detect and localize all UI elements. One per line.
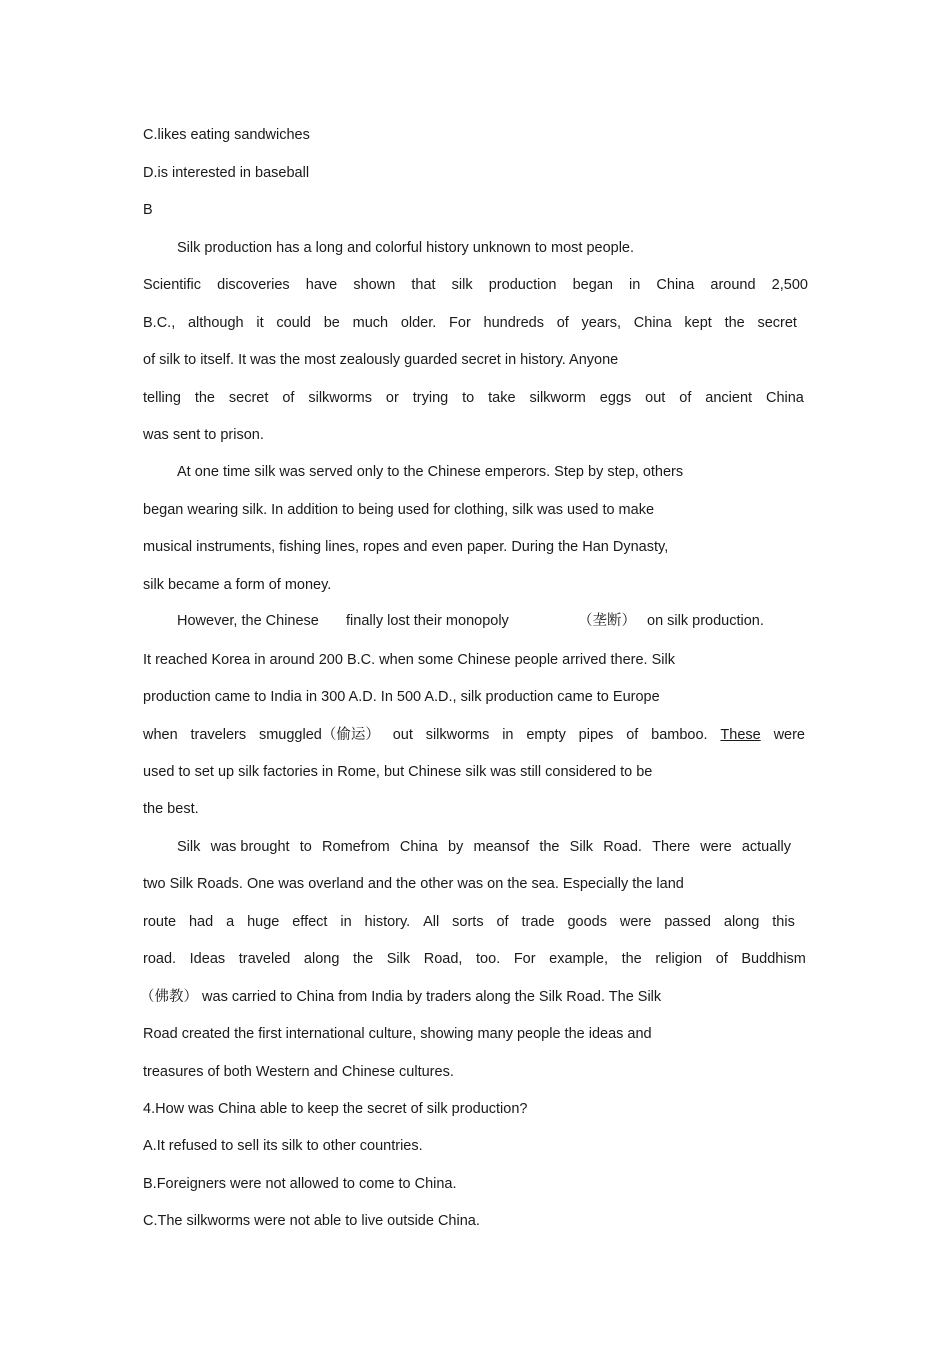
word: discoveries <box>217 277 290 293</box>
word: trade <box>521 914 555 930</box>
question-4-option-c: C.The silkworms were not able to live outside China. <box>143 1213 480 1229</box>
word: smuggled（偷运） <box>258 727 380 743</box>
word: this <box>772 914 795 930</box>
word: secret <box>228 390 269 406</box>
passage-p1-line1: Silk production has a long and colorful history unknown to most people. <box>177 240 635 256</box>
word: actually <box>741 839 791 855</box>
option-d-prev: D.is interested in baseball <box>143 165 310 181</box>
word: kept <box>684 315 712 331</box>
word: in <box>502 727 514 743</box>
word: eggs <box>599 390 632 406</box>
passage-p3-line1c: （垄断） <box>578 613 636 629</box>
word: bamboo. <box>651 727 708 743</box>
word: religion <box>655 951 703 967</box>
word: Buddhism <box>741 951 806 967</box>
word: were <box>619 914 652 930</box>
passage-p3-line1d: on silk production. <box>647 613 764 629</box>
word: along <box>303 951 340 967</box>
word: Silk <box>386 951 411 967</box>
passage-p4-line7: treasures of both Western and Chinese cultures. <box>143 1064 454 1080</box>
question-4-option-a: A.It refused to sell its silk to other countries. <box>143 1138 423 1154</box>
word: out <box>392 727 413 743</box>
word: along <box>723 914 760 930</box>
word: were <box>700 839 732 855</box>
passage-p1-line2 <box>143 275 808 295</box>
passage-p4-line5: （佛教） was carried to China from India by traders along the Silk Road. The Silk <box>140 989 662 1005</box>
word: have <box>305 277 338 293</box>
word: of <box>679 390 692 406</box>
word: huge <box>247 914 280 930</box>
word: example, <box>549 951 608 967</box>
word: passed <box>664 914 711 930</box>
word: began <box>572 277 613 293</box>
word: in <box>629 277 641 293</box>
passage-p3-line2: It reached Korea in around 200 B.C. when some Chinese people arrived there. Silk <box>143 652 675 668</box>
word: hundreds <box>483 315 544 331</box>
word: Silk <box>177 839 201 855</box>
word: goods <box>567 914 607 930</box>
word: ancient <box>705 390 753 406</box>
word: the <box>724 315 745 331</box>
underlined-word-these: These <box>720 727 761 743</box>
passage-p3-line6: the best. <box>143 801 199 817</box>
question-4-stem: 4.How was China able to keep the secret of silk production? <box>143 1101 528 1117</box>
passage-p1-line6: was sent to prison. <box>143 427 264 443</box>
word: or <box>385 390 399 406</box>
passage-p2-line1: At one time silk was served only to the Chinese emperors. Step by step, others <box>177 464 684 480</box>
word: effect <box>292 914 328 930</box>
word: route <box>143 914 177 930</box>
passage-p4-line2: two Silk Roads. One was overland and the other was on the sea. Especially the land <box>143 876 684 892</box>
word: older. <box>400 315 437 331</box>
word: of <box>282 390 295 406</box>
passage-p4-line6: Road created the first international culture, showing many people the ideas and <box>143 1026 652 1042</box>
word: sorts <box>452 914 484 930</box>
passage-p3-line5: used to set up silk factories in Rome, but Chinese silk was still considered to be <box>143 764 653 780</box>
word: take <box>488 390 516 406</box>
passage-p3-line4 <box>143 725 805 745</box>
word: had <box>188 914 214 930</box>
word: could <box>276 315 311 331</box>
word: China <box>633 315 672 331</box>
passage-p2-line2: began wearing silk. In addition to being used for clothing, silk was used to make <box>143 502 655 518</box>
word: For <box>513 951 536 967</box>
word: years, <box>581 315 622 331</box>
passage-p3-line3: production came to India in 300 A.D. In 500 A.D., silk production came to Europe <box>143 689 660 705</box>
word: when <box>143 727 178 743</box>
word: although <box>187 315 244 331</box>
word: shown <box>353 277 396 293</box>
word: was brought <box>210 839 290 855</box>
word: Scientific <box>143 277 202 293</box>
word: silkworm <box>529 390 586 406</box>
word: All <box>423 914 440 930</box>
option-c-prev: C.likes eating sandwiches <box>143 127 310 143</box>
word: B.C., <box>143 315 176 331</box>
word: be <box>323 315 340 331</box>
word: of <box>496 914 509 930</box>
word: travelers <box>190 727 247 743</box>
passage-p1-line4: of silk to itself. It was the most zealously guarded secret in history. Anyone <box>143 352 619 368</box>
passage-p1-line5 <box>143 388 804 408</box>
word: Road, <box>423 951 463 967</box>
passage-p4-line4 <box>143 949 806 969</box>
passage-p1-line3 <box>143 313 797 333</box>
word: to <box>462 390 475 406</box>
word: road. <box>143 951 177 967</box>
word: For <box>449 315 471 331</box>
word: telling <box>143 390 181 406</box>
word: the <box>539 839 560 855</box>
passage-p3-line1b: finally lost their monopoly <box>346 613 509 629</box>
word: around <box>710 277 756 293</box>
word: in <box>340 914 352 930</box>
word: silkworms <box>308 390 372 406</box>
passage-p4-line1 <box>177 837 791 857</box>
word: Road. <box>603 839 642 855</box>
word: a <box>226 914 235 930</box>
word: empty <box>526 727 566 743</box>
word: of <box>556 315 569 331</box>
word: Romefrom <box>322 839 390 855</box>
word: meansof <box>473 839 530 855</box>
word: traveled <box>238 951 291 967</box>
passage-p4-line3 <box>143 912 795 932</box>
word: production <box>488 277 557 293</box>
passage-p3-line1a: However, the Chinese <box>177 613 319 629</box>
word: of <box>626 727 639 743</box>
word: secret <box>757 315 797 331</box>
word: There <box>652 839 691 855</box>
section-label: B <box>143 202 153 218</box>
word: it <box>256 315 264 331</box>
word: that <box>411 277 436 293</box>
word: pipes <box>578 727 614 743</box>
word: by <box>447 839 464 855</box>
passage-p2-line3: musical instruments, fishing lines, ropes and even paper. During the Han Dynasty, <box>143 539 669 555</box>
word: 2,500 <box>771 277 808 293</box>
word: China <box>656 277 695 293</box>
word: trying <box>412 390 449 406</box>
word: much <box>352 315 389 331</box>
passage-p2-line4: silk became a form of money. <box>143 577 332 593</box>
word: Ideas <box>189 951 226 967</box>
word: the <box>194 390 215 406</box>
word: history. <box>364 914 411 930</box>
word: were <box>773 727 805 743</box>
word: to <box>299 839 312 855</box>
question-4-option-b: B.Foreigners were not allowed to come to China. <box>143 1176 457 1192</box>
word: Silk <box>569 839 594 855</box>
word: silkworms <box>425 727 490 743</box>
word: China <box>399 839 438 855</box>
word: of <box>715 951 728 967</box>
word: out <box>645 390 666 406</box>
word: the <box>621 951 642 967</box>
word: China <box>765 390 804 406</box>
word: silk <box>451 277 473 293</box>
word: the <box>353 951 374 967</box>
word: too. <box>476 951 501 967</box>
